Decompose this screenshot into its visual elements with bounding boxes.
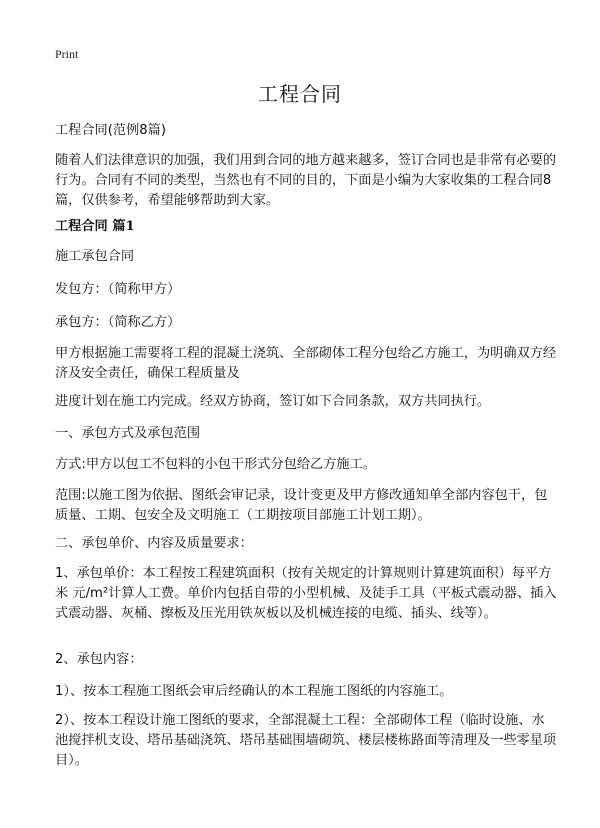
section-heading: 工程合同 篇1 xyxy=(55,219,135,234)
clause-heading-2: 二、承包单价、内容及质量要求： xyxy=(55,536,253,551)
clause-heading-1: 一、承包方式及承包范围 xyxy=(55,426,201,441)
paragraph-schedule: 进度计划在施工内完成。经双方协商，签订如下合同条款，双方共同执行。 xyxy=(55,394,491,409)
paragraph-method: 方式:甲方以包工不包料的小包干形式分包给乙方施工。 xyxy=(55,457,376,472)
paragraph-content-item-1: 1）、按本工程施工图纸会审后经确认的本工程施工图纸的内容施工。 xyxy=(55,684,453,699)
print-link[interactable]: Print xyxy=(55,47,79,61)
paragraph-employer: 发包方：（简称甲方） xyxy=(55,282,181,297)
paragraph-content-item-2: 2）、按本工程设计施工图纸的要求，全部混凝土工程：全部砌体工程（临时设施、水池搅拌机支设、塔吊基础浇筑、塔吊基础围墙砌筑、楼层楼栋路面等清理及一些零星项目）。 xyxy=(55,713,557,768)
paragraph-contract-name: 施工承包合同 xyxy=(55,249,135,264)
document-subtitle: 工程合同(范例8篇) xyxy=(55,123,166,138)
intro-paragraph: 随着人们法律意识的加强，我们用到合同的地方越来越多，签订合同也是非常有必要的行为。合同有不同的类型，当然也有不同的目的，下面是小编为大家收集的工程合同8篇，仅供参考，希望能够帮助到大家。 xyxy=(55,153,557,208)
page-title: 工程合同 xyxy=(258,82,342,106)
paragraph-unit-price: 1、承包单价：本工程按工程建筑面积（按有关规定的计算规则计算建筑面积）每平方米 元/m²计算人工费。单价内包括自带的小型机械、及徒手工具（平板式震动器、插入式震动器、灰桶、擦板及压光用铁灰板以及机械连接的电缆、插头、线等）。 xyxy=(55,566,557,621)
paragraph-purpose: 甲方根据施工需要将工程的混凝土浇筑、全部砌体工程分包给乙方施工，为明确双方经济及安全责任，确保工程质量及 xyxy=(55,346,557,381)
paragraph-contractor: 承包方：（简称乙方） xyxy=(55,315,181,330)
paragraph-content-heading: 2、承包内容： xyxy=(55,652,143,667)
paragraph-scope: 范围:以施工图为依据、图纸会审记录，设计变更及甲方修改通知单全部内容包干，包质量、工期、包安全及文明施工（工期按项目部施工计划工期）。 xyxy=(55,488,548,523)
